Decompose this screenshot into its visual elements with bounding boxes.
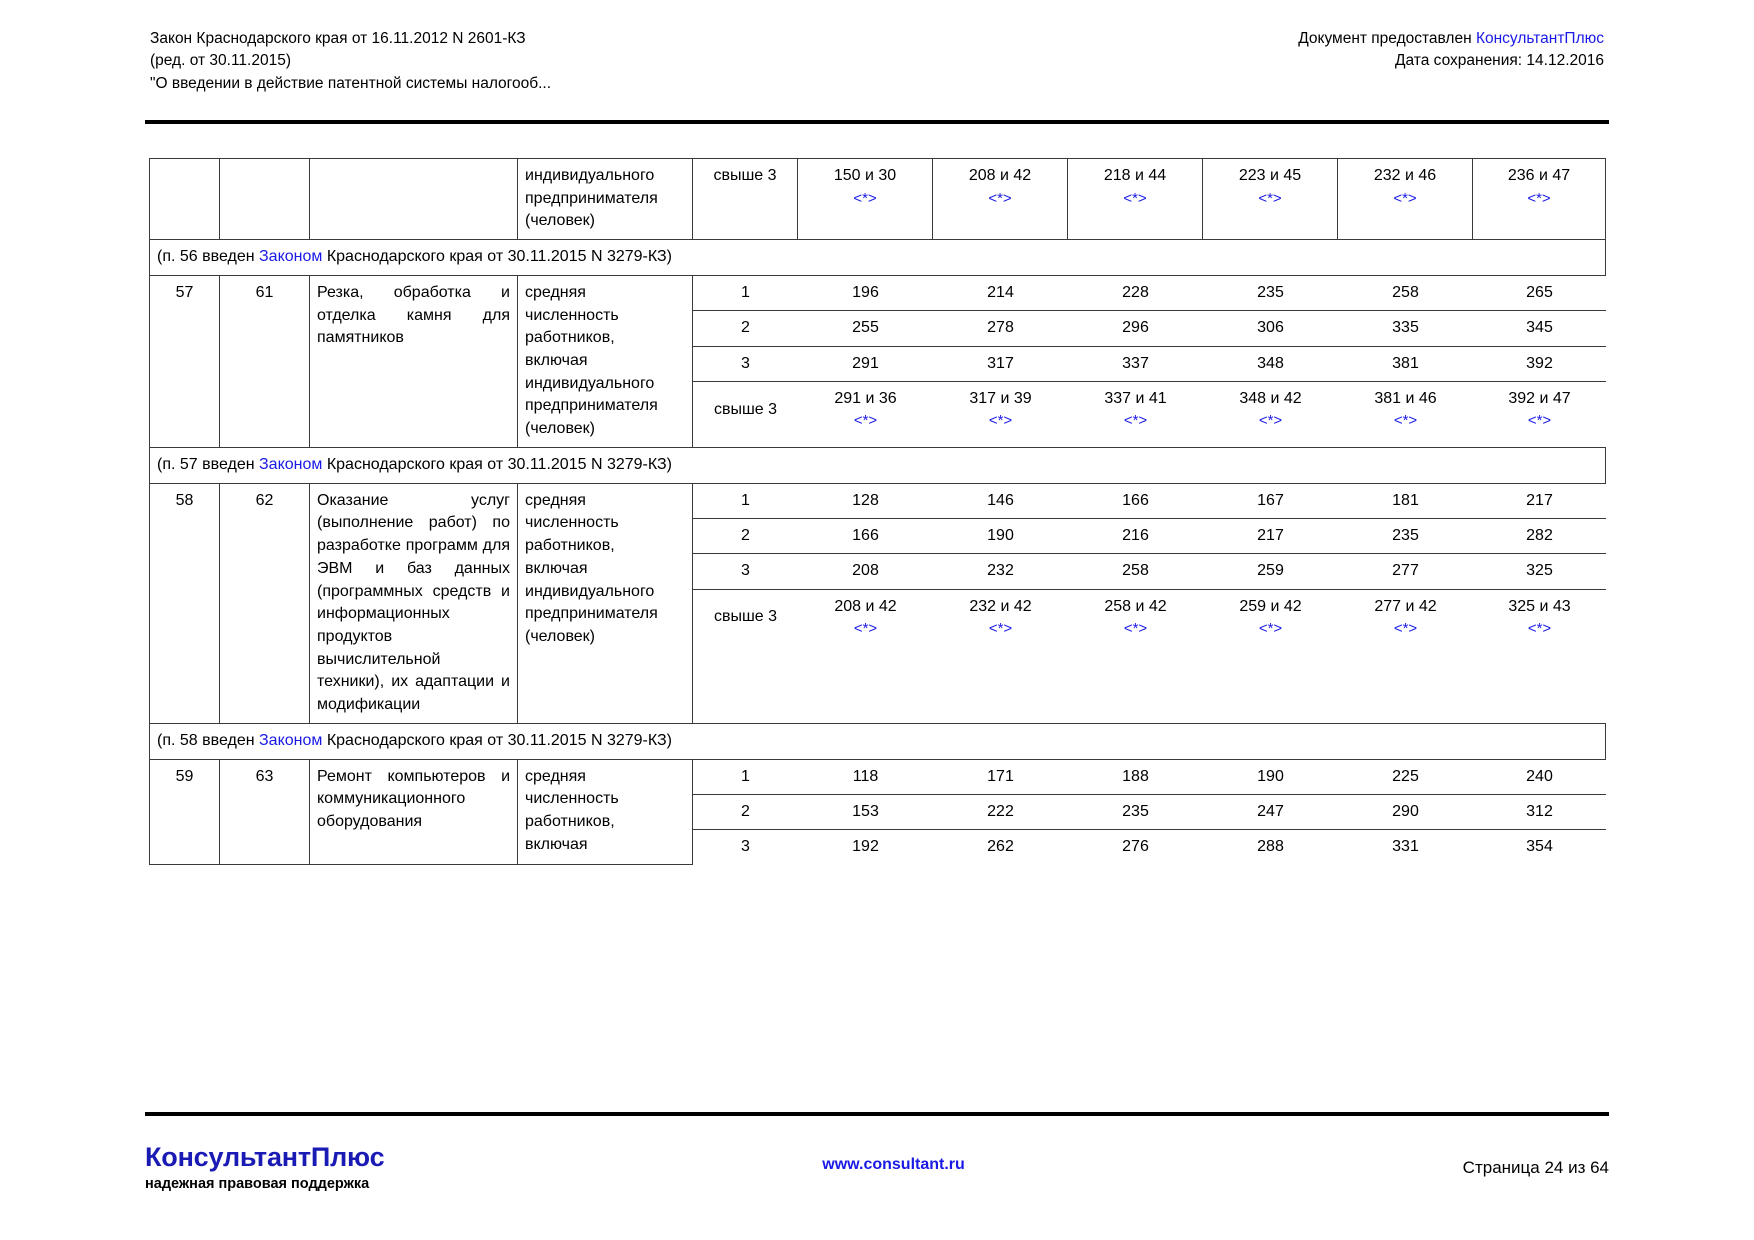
rate-value-3: 296	[1068, 311, 1203, 346]
rate-value: 232 и 46	[1373, 167, 1437, 184]
rate-value-2	[933, 382, 1068, 438]
header-title-line-2: (ред. от 30.11.2015)	[150, 52, 291, 70]
table-row-59	[150, 759, 1606, 865]
rate-value-6: 217	[1473, 484, 1606, 519]
rate-value: 208 и 42	[834, 597, 897, 615]
rate-value: 259 и 42	[1239, 597, 1302, 615]
cell-activity: Резка, обработка и отделка камня для памятников	[310, 275, 518, 447]
measure-line-1: средняя	[525, 491, 586, 509]
cell-row-number: 59	[150, 759, 220, 865]
rate-value-3	[1068, 589, 1203, 645]
page-footer	[145, 1142, 1609, 1193]
note-cell-57	[150, 447, 1606, 483]
cell-rate-5-continued	[1338, 159, 1473, 240]
footnote-marker[interactable]: <*>	[1393, 189, 1417, 207]
footnote-marker[interactable]: <*>	[988, 620, 1013, 638]
rate-value-1: 196	[798, 276, 933, 311]
rate-value-3: 188	[1068, 760, 1203, 795]
cell-measure-continued	[518, 159, 693, 240]
cell-row-code-continued	[220, 159, 310, 240]
cell-rate-6-continued	[1473, 159, 1606, 240]
measure-line-7: (человек)	[525, 627, 595, 645]
rate-row	[693, 276, 1606, 311]
rate-value-1: 291	[798, 346, 933, 381]
rate-value-3	[1068, 382, 1203, 438]
measure-line-2: численность	[525, 514, 619, 532]
rate-value-6: 240	[1473, 760, 1606, 795]
rate-value-6: 354	[1526, 838, 1553, 856]
cell-measure	[518, 275, 693, 447]
rate-row	[693, 554, 1606, 589]
rate-value: 348 и 42	[1239, 390, 1302, 408]
rate-value: 223 и 45	[1238, 167, 1302, 184]
footnote-marker[interactable]: <*>	[1258, 189, 1282, 207]
measure-line-5: индивидуального	[525, 374, 655, 392]
rate-value-1: 118	[798, 760, 933, 795]
rate-value-5: 381	[1338, 346, 1473, 381]
rate-value: 317 и 39	[969, 390, 1032, 408]
employee-count: 3	[741, 838, 750, 856]
footer-page-number: Страница 24 из 64	[1462, 1158, 1609, 1177]
rate-value: 325 и 43	[1508, 597, 1571, 615]
employee-count: 1	[693, 484, 798, 519]
rate-value: 232 и 42	[969, 597, 1032, 615]
table-row-58	[150, 483, 1606, 723]
rate-value-4	[1203, 589, 1338, 645]
rate-value-1: 128	[798, 484, 933, 519]
employee-count: 1	[693, 760, 798, 795]
rate-value-2: 262	[987, 838, 1014, 856]
footer-divider-rule	[145, 1112, 1609, 1116]
footnote-marker[interactable]: <*>	[988, 412, 1013, 430]
cell-rate-1-continued	[798, 159, 933, 240]
footer-website-link[interactable]: www.consultant.ru	[822, 1156, 965, 1173]
rate-value-6: 325	[1473, 554, 1606, 589]
rate-row	[693, 484, 1606, 519]
measure-line-2: численность	[525, 790, 619, 808]
rate-value-4: 167	[1203, 484, 1338, 519]
note-suffix: Краснодарского края от 30.11.2015 N 3279-КЗ)	[322, 248, 672, 266]
rate-value-4: 259	[1203, 554, 1338, 589]
cell-rate-2-continued	[933, 159, 1068, 240]
rate-value-3: 216	[1068, 519, 1203, 554]
rate-value-1: 166	[798, 519, 933, 554]
rate-row	[693, 346, 1606, 381]
rate-value: 258 и 42	[1104, 597, 1167, 615]
rate-subtable-57	[693, 276, 1606, 438]
rate-value-2: 146	[933, 484, 1068, 519]
measure-line-3: (человек)	[525, 212, 595, 230]
cell-employee-count-continued: свыше 3	[693, 159, 798, 240]
rate-value-4: 247	[1203, 794, 1338, 829]
table-row-57	[150, 275, 1606, 447]
rate-row	[693, 760, 1606, 795]
cell-row-code: 62	[220, 483, 310, 723]
footnote-marker[interactable]: <*>	[853, 620, 878, 638]
rate-value-1: 255	[798, 311, 933, 346]
rate-value-5: 235	[1338, 519, 1473, 554]
rate-subtable-59	[693, 760, 1606, 865]
rate-row	[693, 311, 1606, 346]
rate-value-5	[1338, 589, 1473, 645]
rate-row	[693, 382, 1606, 438]
cell-rate-matrix	[693, 275, 1606, 447]
rate-value: 236 и 47	[1507, 167, 1571, 184]
cell-row-code: 61	[220, 275, 310, 447]
rate-value-5: 331	[1392, 838, 1419, 856]
measure-line-1: средняя	[525, 283, 586, 301]
measure-line-1: индивидуального	[525, 167, 655, 184]
rate-value-3: 166	[1068, 484, 1203, 519]
rate-value-2	[933, 589, 1068, 645]
rate-value: 381 и 46	[1374, 390, 1437, 408]
rate-value-3: 235	[1068, 794, 1203, 829]
header-divider-rule	[145, 120, 1609, 124]
cell-rate-matrix	[693, 483, 1606, 723]
footnote-marker[interactable]: <*>	[1123, 620, 1148, 638]
employee-count: 2	[693, 794, 798, 829]
table-note-row-56	[150, 240, 1606, 276]
rate-value-2: 214	[933, 276, 1068, 311]
rate-value-1: 153	[798, 794, 933, 829]
note-prefix: (п. 58 введен	[157, 731, 260, 749]
measure-line-3: работников,	[525, 812, 615, 830]
employee-count: свыше 3	[713, 608, 778, 626]
footnote-marker[interactable]: <*>	[1393, 412, 1418, 430]
cell-row-number: 57	[150, 275, 220, 447]
footnote-marker[interactable]: <*>	[1527, 620, 1552, 638]
rate-value-5: 290	[1338, 794, 1473, 829]
note-prefix: (п. 56 введен	[157, 248, 260, 266]
footnote-marker[interactable]: <*>	[1258, 412, 1283, 430]
footnote-marker[interactable]: <*>	[1527, 412, 1552, 430]
rate-value-2: 278	[933, 311, 1068, 346]
measure-line-1: средняя	[525, 767, 586, 785]
rate-value-5: 225	[1338, 760, 1473, 795]
footnote-marker[interactable]: <*>	[1123, 189, 1147, 207]
rate-value-3: 228	[1068, 276, 1203, 311]
rate-value: 208 и 42	[968, 167, 1032, 184]
rate-value-1: 192	[852, 838, 879, 856]
measure-line-3: работников,	[525, 329, 615, 347]
measure-line-4: включая	[525, 559, 588, 577]
footer-brand-tagline: надежная правовая поддержка	[145, 1176, 370, 1193]
rate-value-5: 258	[1338, 276, 1473, 311]
footnote-marker[interactable]: <*>	[988, 189, 1012, 207]
footnote-marker[interactable]: <*>	[1123, 412, 1148, 430]
rate-value-6	[1473, 382, 1606, 438]
rate-row	[693, 519, 1606, 554]
header-provided-by-text: Документ предоставлен	[1298, 30, 1476, 47]
employee-count: 2	[693, 311, 798, 346]
measure-line-6: предпринимателя	[525, 605, 658, 623]
cell-rate-4-continued	[1203, 159, 1338, 240]
footnote-marker[interactable]: <*>	[1527, 189, 1551, 207]
note-cell-56	[150, 240, 1606, 276]
cell-measure	[518, 483, 693, 723]
cell-activity-continued	[310, 159, 518, 240]
measure-line-6: предпринимателя	[525, 397, 658, 415]
rate-value-4: 235	[1203, 276, 1338, 311]
rate-value-5: 277	[1338, 554, 1473, 589]
measure-line-2: предпринимателя	[525, 189, 658, 207]
rate-value-2: 222	[933, 794, 1068, 829]
rate-row	[693, 589, 1606, 645]
rate-value: 291 и 36	[834, 390, 897, 408]
note-suffix: Краснодарского края от 30.11.2015 N 3279-КЗ)	[322, 731, 672, 749]
cell-activity: Оказание услуг (выполнение работ) по разработке программ для ЭВМ и баз данных (программных средств и информационных продуктов вычислительной техники), их адаптации и модификации	[310, 483, 518, 723]
rate-value-2: 317	[933, 346, 1068, 381]
rate-subtable-58	[693, 484, 1606, 646]
header-document-title	[150, 28, 551, 95]
patent-rates-table	[149, 158, 1606, 865]
note-cell-58	[150, 723, 1606, 759]
rate-value-2: 171	[933, 760, 1068, 795]
note-prefix: (п. 57 введен	[157, 455, 260, 473]
cell-rate-3-continued	[1068, 159, 1203, 240]
rate-value-4: 288	[1257, 838, 1284, 856]
rate-value: 277 и 42	[1374, 597, 1437, 615]
rate-value: 218 и 44	[1103, 167, 1167, 184]
measure-line-4: включая	[525, 352, 588, 370]
table-note-row-58	[150, 723, 1606, 759]
rate-value-6: 312	[1473, 794, 1606, 829]
law-link[interactable]: Законом	[259, 455, 323, 473]
rate-value-3: 337	[1068, 346, 1203, 381]
employee-count: 2	[693, 519, 798, 554]
rate-value-4	[1203, 382, 1338, 438]
cell-row-number-continued	[150, 159, 220, 240]
law-link[interactable]: Законом	[259, 248, 323, 266]
rate-value-1	[798, 589, 933, 645]
rate-value-4: 348	[1203, 346, 1338, 381]
employee-count: свыше 3	[713, 400, 778, 418]
cell-rate-matrix	[693, 759, 1606, 865]
rate-value: 337 и 41	[1104, 390, 1167, 408]
page-header	[150, 28, 1604, 95]
measure-line-3: работников,	[525, 537, 615, 555]
rate-row	[693, 830, 1606, 865]
rate-value-2: 232	[933, 554, 1068, 589]
consultant-plus-link[interactable]: КонсультантПлюс	[1475, 30, 1604, 47]
rate-value-3: 258	[1068, 554, 1203, 589]
employee-count: 3	[693, 554, 798, 589]
footer-logo	[145, 1142, 384, 1193]
rate-value-4: 306	[1203, 311, 1338, 346]
rates-table-container	[149, 158, 1605, 865]
measure-line-2: численность	[525, 306, 619, 324]
header-save-date: Дата сохранения: 14.12.2016	[1395, 52, 1604, 70]
header-provider-info	[1298, 28, 1604, 73]
rate-value: 150 и 30	[833, 167, 897, 184]
header-title-line-1: Закон Краснодарского края от 16.11.2012 N 2601-КЗ	[150, 30, 526, 47]
cell-activity: Ремонт компьютеров и коммуникационного оборудования	[310, 759, 518, 865]
rate-value-3: 276	[1122, 838, 1149, 856]
rate-value-5: 181	[1338, 484, 1473, 519]
rate-value-4: 217	[1203, 519, 1338, 554]
rate-value-4: 190	[1203, 760, 1338, 795]
rate-value-6: 392	[1473, 346, 1606, 381]
rate-value-1	[798, 382, 933, 438]
measure-line-4: включая	[525, 835, 588, 853]
rate-value-1: 208	[798, 554, 933, 589]
rate-value-5	[1338, 382, 1473, 438]
rate-value-6: 345	[1473, 311, 1606, 346]
rate-row	[693, 794, 1606, 829]
rate-value-6	[1473, 589, 1606, 645]
footnote-marker[interactable]: <*>	[1258, 620, 1283, 638]
cell-measure	[518, 759, 693, 865]
rate-value-5: 335	[1338, 311, 1473, 346]
rate-value-6: 282	[1473, 519, 1606, 554]
footnote-marker[interactable]: <*>	[853, 412, 878, 430]
footnote-marker[interactable]: <*>	[853, 189, 877, 207]
employee-count: 3	[693, 346, 798, 381]
header-title-line-3: "О введении в действие патентной системы налогооб...	[150, 74, 552, 92]
footnote-marker[interactable]: <*>	[1393, 620, 1418, 638]
measure-line-5: индивидуального	[525, 582, 655, 600]
law-link[interactable]: Законом	[259, 731, 323, 749]
cell-row-code: 63	[220, 759, 310, 865]
rate-value-6: 265	[1473, 276, 1606, 311]
rate-value-2: 190	[933, 519, 1068, 554]
cell-row-number: 58	[150, 483, 220, 723]
footer-brand-name: КонсультантПлюс	[145, 1142, 385, 1172]
employee-count: 1	[693, 276, 798, 311]
header-provided-by	[1298, 28, 1604, 50]
table-row-continued-56	[150, 159, 1606, 240]
measure-line-7: (человек)	[525, 420, 595, 438]
table-note-row-57	[150, 447, 1606, 483]
note-suffix: Краснодарского края от 30.11.2015 N 3279-КЗ)	[322, 455, 672, 473]
rate-value: 392 и 47	[1508, 390, 1571, 408]
